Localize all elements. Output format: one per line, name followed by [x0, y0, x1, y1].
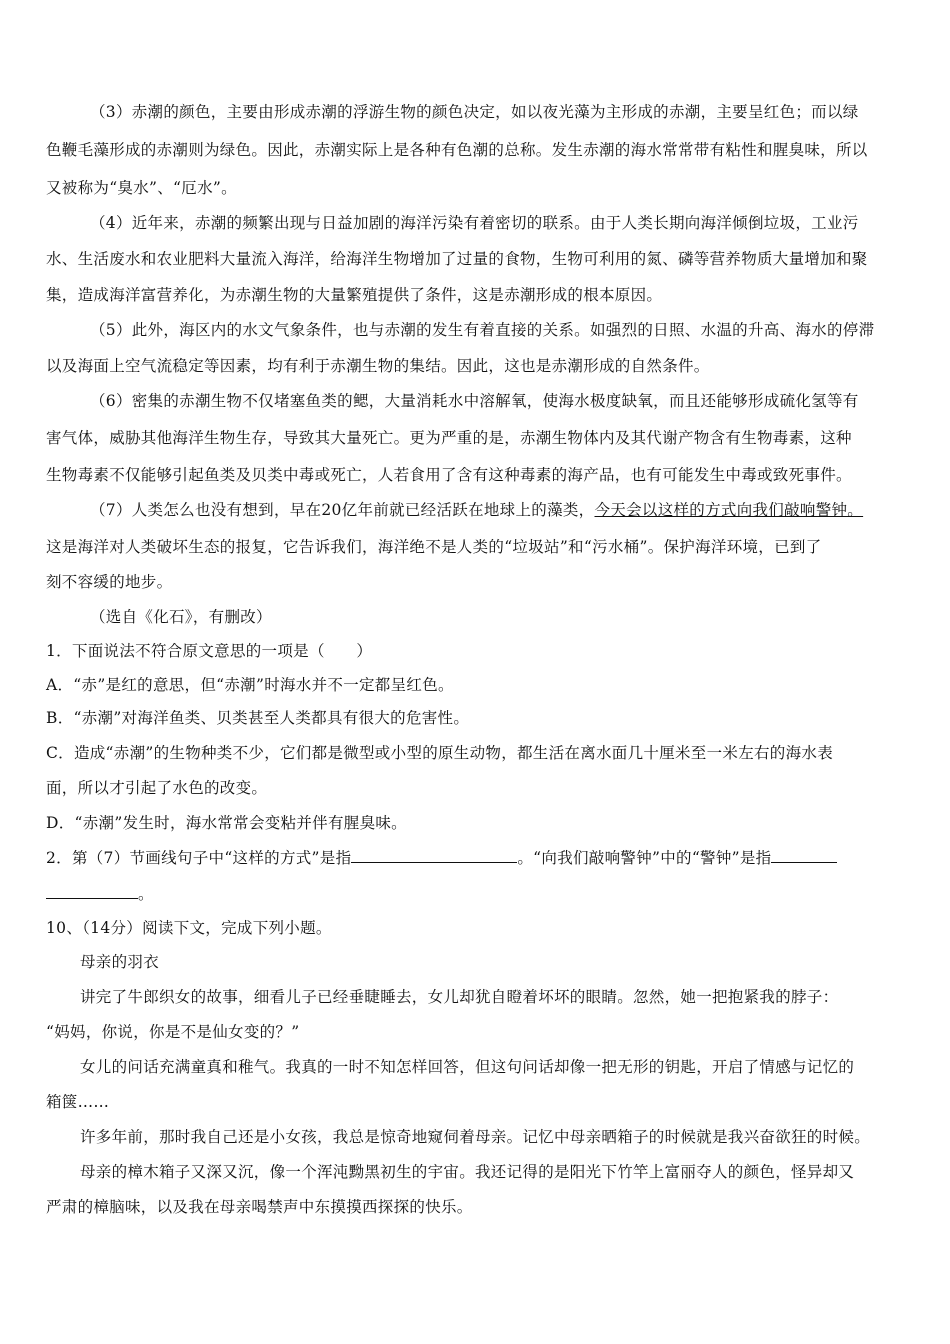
question-2-end: 。	[138, 885, 154, 903]
section-10-heading: 10、（14分）阅读下文，完成下列小题。	[46, 919, 332, 937]
story-para-2-line-2: 箱箧……	[46, 1093, 110, 1111]
story-para-1-line-2: “妈妈，你说，你是不是仙女变的？”	[46, 1023, 300, 1041]
para-5-line-1: （5）此外，海区内的水文气象条件，也与赤潮的发生有着直接的关系。如强烈的日照、水温的升高、海水的停滞	[90, 321, 875, 339]
para-7-line-1	[90, 498, 950, 520]
answer-blank-1[interactable]	[351, 848, 517, 863]
question-2-line-1	[46, 846, 906, 868]
answer-blank-2[interactable]	[771, 848, 837, 863]
para-3-line-3: 又被称为“臭水”、“厄水”。	[46, 179, 237, 197]
question-2-text-a: 2．第（7）节画线句子中“这样的方式”是指	[46, 849, 352, 867]
question-1-option-c-line-1: C．造成“赤潮”的生物种类不少，它们都是微型或小型的原生动物，都生活在离水面几十厘米至一米左右的海水表	[46, 744, 834, 762]
para-7-line-2: 这是海洋对人类破坏生态的报复，它告诉我们，海洋绝不是人类的“垃圾站”和“污水桶”。保护海洋环境，已到了	[46, 538, 822, 556]
para-3-line-1: （3）赤潮的颜色，主要由形成赤潮的浮游生物的颜色决定，如以夜光藻为主形成的赤潮，主要呈红色；而以绿	[90, 103, 859, 121]
story-para-1-line-1: 讲完了牛郎织女的故事，细看儿子已经垂睫睡去，女儿却犹自瞪着坏坏的眼睛。忽然，她一把抱紧我的脖子：	[80, 988, 839, 1006]
para-6-line-2: 害气体，威胁其他海洋生物生存，导致其大量死亡。更为严重的是，赤潮生物体内及其代谢产物含有生物毒素，这种	[46, 429, 852, 447]
question-1-option-c-line-2: 面，所以才引起了水色的改变。	[46, 779, 268, 797]
para-7-line-3: 刻不容缓的地步。	[46, 573, 173, 591]
para-7-line-1-text: （7）人类怎么也没有想到，早在20亿年前就已经活跃在地球上的藻类，	[90, 501, 595, 519]
question-2-line-2	[46, 882, 906, 904]
para-5-line-2: 以及海面上空气流稳定等因素，均有利于赤潮生物的集结。因此，这也是赤潮形成的自然条件。	[46, 357, 710, 375]
story-para-3-line-1: 许多年前，那时我自己还是小女孩，我总是惊奇地窥伺着母亲。记忆中母亲晒箱子的时候就是我兴奋欲狂的时候。	[80, 1128, 871, 1146]
para-6-line-1: （6）密集的赤潮生物不仅堵塞鱼类的鳃，大量消耗水中溶解氧，使海水极度缺氧，而且还能够形成硫化氢等有	[90, 392, 859, 410]
para-4-line-1: （4）近年来，赤潮的频繁出现与日益加剧的海洋污染有着密切的联系。由于人类长期向海洋倾倒垃圾，工业污	[90, 214, 859, 232]
para-3-line-2: 色鞭毛藻形成的赤潮则为绿色。因此，赤潮实际上是各种有色潮的总称。发生赤潮的海水常常带有粘性和腥臭味，所以	[46, 141, 868, 159]
story-para-4-line-2: 严肃的樟脑味，以及我在母亲喝禁声中东摸摸西探探的快乐。	[46, 1198, 473, 1216]
question-1-stem: 1．下面说法不符合原文意思的一项是（ ）	[46, 642, 373, 660]
story-para-2-line-1: 女儿的问话充满童真和稚气。我真的一时不知怎样回答，但这句问话却像一把无形的钥匙，开启了情感与记忆的	[80, 1058, 855, 1076]
para-4-line-3: 集，造成海洋富营养化，为赤潮生物的大量繁殖提供了条件，这是赤潮形成的根本原因。	[46, 286, 663, 304]
para-4-line-2: 水、生活废水和农业肥料大量流入海洋，给海洋生物增加了过量的食物，生物可利用的氮、磷等营养物质大量增加和聚	[46, 250, 868, 268]
question-2-text-b: 。“向我们敲响警钟”中的“警钟”是指	[517, 849, 772, 867]
para-6-line-3: 生物毒素不仅能够引起鱼类及贝类中毒或死亡，人若食用了含有这种毒素的海产品，也有可能发生中毒或致死事件。	[46, 466, 852, 484]
story-title: 母亲的羽衣	[80, 953, 160, 971]
question-1-option-d: D．“赤潮”发生时，海水常常会变粘并伴有腥臭味。	[46, 814, 407, 832]
answer-blank-2-continued[interactable]	[46, 884, 138, 899]
story-para-4-line-1: 母亲的樟木箱子又深又沉，像一个浑沌黝黑初生的宇宙。我还记得的是阳光下竹竿上富丽夺人的颜色，怪异却又	[80, 1163, 855, 1181]
question-1-option-a: A．“赤”是红的意思，但“赤潮”时海水并不一定都呈红色。	[46, 676, 454, 694]
question-1-option-b: B．“赤潮”对海洋鱼类、贝类甚至人类都具有很大的危害性。	[46, 709, 470, 727]
source-note: （选自《化石》，有删改）	[90, 608, 272, 626]
underlined-sentence: 今天会以这样的方式向我们敲响警钟。	[594, 501, 864, 519]
